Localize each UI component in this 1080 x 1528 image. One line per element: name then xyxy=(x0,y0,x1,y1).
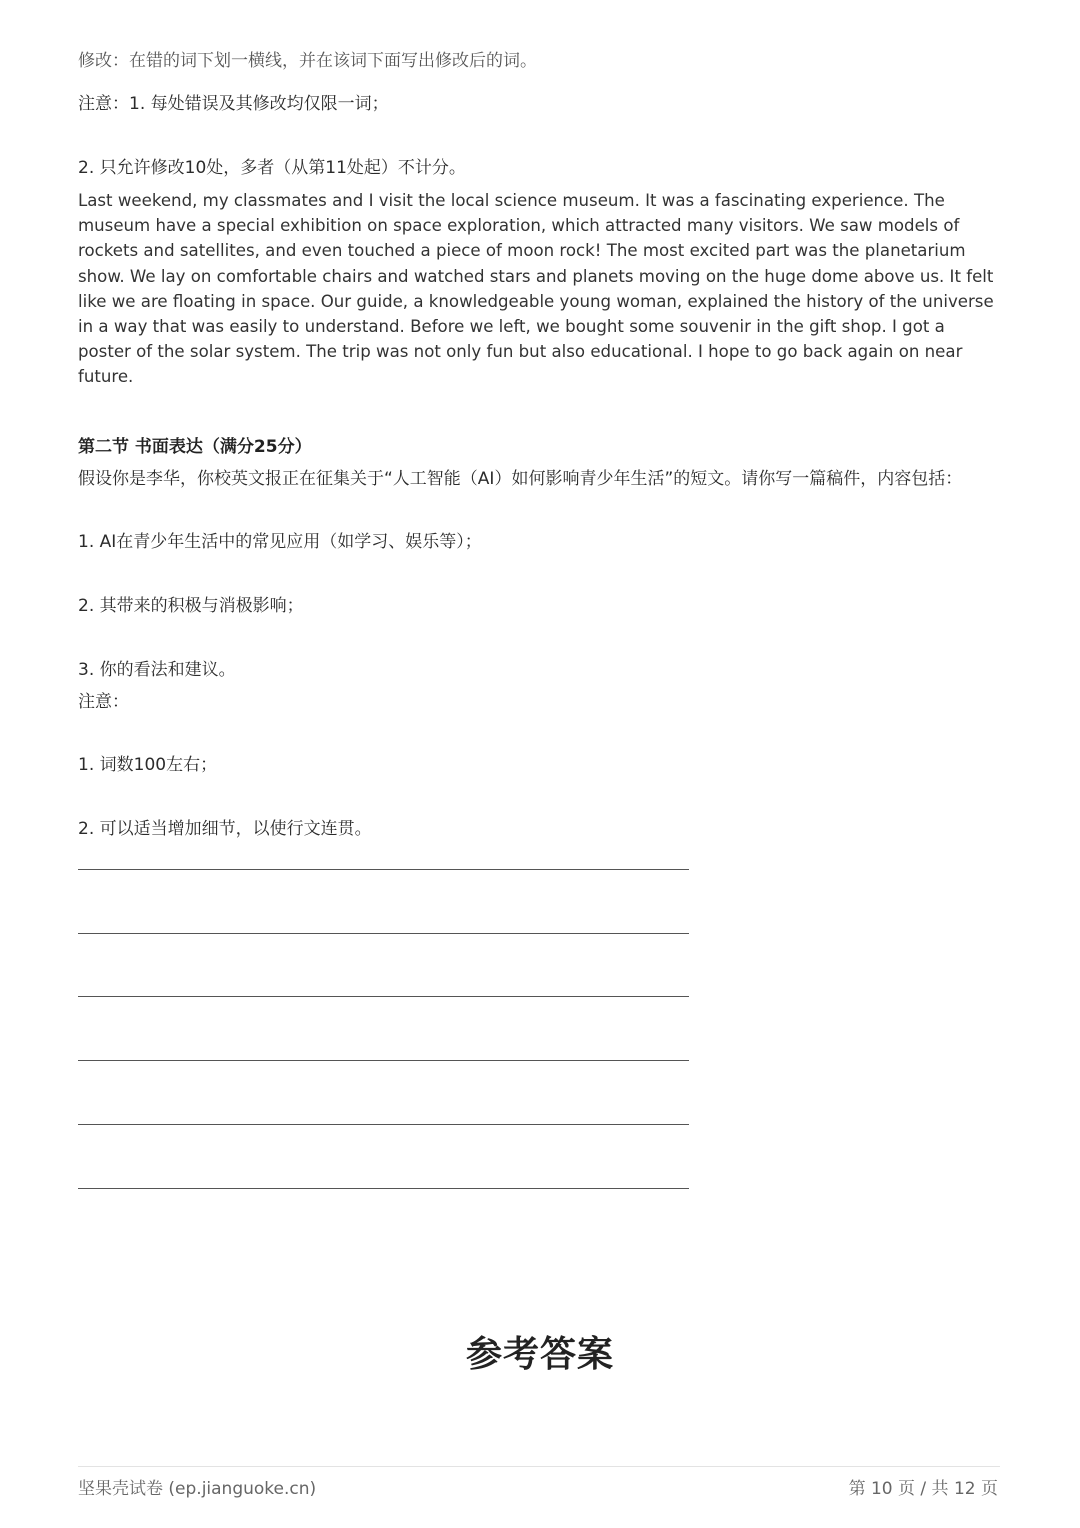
answer-line[interactable] xyxy=(78,996,689,997)
answer-line[interactable] xyxy=(78,933,689,934)
writing-note-2: 2. 可以适当增加细节，以使行文连贯。 xyxy=(78,819,372,839)
footer-source: 坚果壳试卷 (ep.jianguoke.cn) xyxy=(78,1479,317,1499)
cut-off-instruction-text: 修改：在错的词下划一横线，并在该词下面写出修改后的词。 xyxy=(78,51,537,71)
answer-line[interactable] xyxy=(78,1188,689,1189)
proofreading-note-2: 2. 只允许修改10处，多者（从第11处起）不计分。 xyxy=(78,158,466,178)
footer-page-number: 第 10 页 / 共 12 页 xyxy=(848,1479,998,1499)
cut-off-instruction-line xyxy=(78,51,578,80)
writing-point-3: 3. 你的看法和建议。 xyxy=(78,660,236,680)
footer-divider xyxy=(78,1466,1000,1467)
proofreading-passage: Last weekend, my classmates and I visit the local science museum. It was a fascinating experience. The museum have a special exhibition on space exploration, which attracted many visitors. We saw models of rockets and satellites, and even touched a piece of moon rock! The most excited part was the planetarium show. We lay on comfortable chairs and watched stars and planets moving on the huge dome above us. It felt like we are floating in space. Our guide, a knowledgeable young woman, explained the history of the universe in a way that was easily to understand. Before we left, we bought some souvenir in the gift shop. I got a poster of the solar system. The trip was not only fun but also educational. I hope to go back again on near future. xyxy=(78,191,994,387)
writing-point-2: 2. 其带来的积极与消极影响； xyxy=(78,596,304,616)
answer-line[interactable] xyxy=(78,869,689,870)
writing-section-title: 第二节 书面表达（满分25分） xyxy=(78,437,312,457)
writing-note-label: 注意： xyxy=(78,692,129,712)
answer-line[interactable] xyxy=(78,1124,689,1125)
answer-line[interactable] xyxy=(78,1060,689,1061)
writing-prompt: 假设你是李华，你校英文报正在征集关于“人工智能（AI）如何影响青少年生活”的短文。请你写一篇稿件，内容包括： xyxy=(78,469,963,489)
proofreading-note-1: 注意：1. 每处错误及其修改均仅限一词； xyxy=(78,94,389,114)
writing-point-1: 1. AI在青少年生活中的常见应用（如学习、娱乐等）； xyxy=(78,532,482,552)
answer-section-title: 参考答案 xyxy=(465,1334,614,1375)
writing-note-1: 1. 词数100左右； xyxy=(78,755,218,775)
